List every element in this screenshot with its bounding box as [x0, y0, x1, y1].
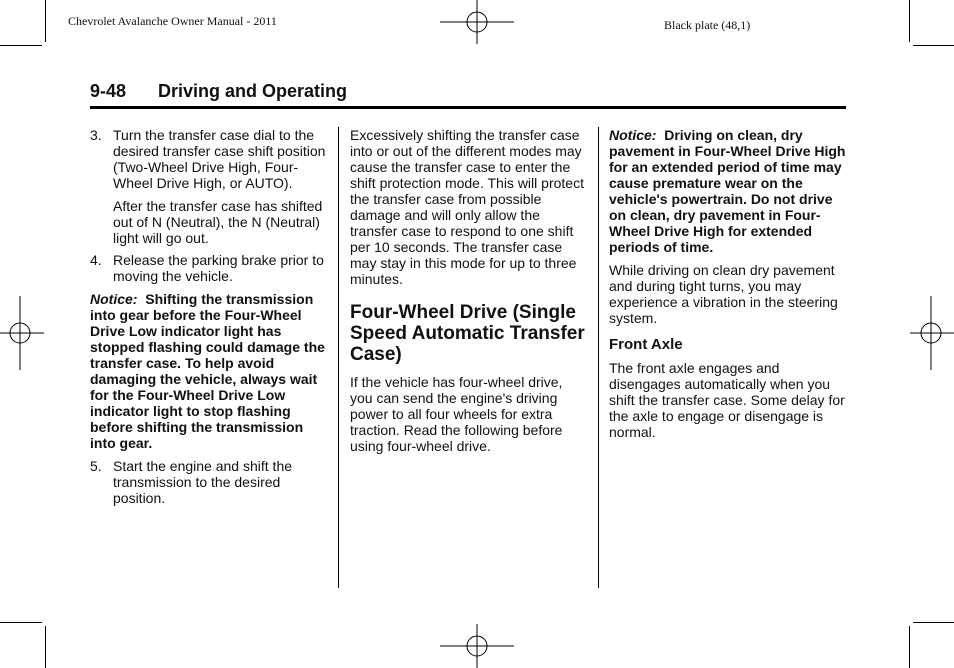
crop-mark-bottom-left-v — [45, 626, 46, 668]
step-4 — [90, 252, 330, 284]
registration-mark-left — [0, 296, 44, 372]
column-3 — [609, 127, 849, 440]
notice-text: Shifting the transmission into gear before the Four-Wheel Drive Low indicator light has stopped flashing could damage the transfer case. To help avoid damaging the vehicle, always wait for the Four-Wheel Drive Low indicator light to stop flashing before shifting the transmission into gear. — [90, 291, 325, 451]
four-wheel-drive-intro: If the vehicle has four-wheel drive, you can send the engine's driving power to all four wheels for extra traction. Read the following before using four-wheel drive. — [350, 374, 563, 454]
step-3 — [90, 127, 330, 191]
registration-mark-bottom — [440, 624, 516, 668]
step-number: 5. — [90, 458, 102, 474]
section-header — [90, 80, 846, 109]
notice-label: Notice: — [90, 291, 138, 307]
vibration-paragraph: While driving on clean dry pavement and during tight turns, you may experience a vibration in the steering system. — [609, 262, 838, 326]
notice-paragraph — [609, 127, 849, 255]
page-number: 9-48 — [90, 81, 127, 101]
manual-title: Chevrolet Avalanche Owner Manual - 2011 — [68, 14, 277, 28]
section-subheading: Four-Wheel Drive (Single Speed Automatic Transfer Case) — [350, 302, 585, 365]
step-5 — [90, 458, 330, 506]
step-text: Turn the transfer case dial to the desired transfer case shift position (Two-Wheel Drive High, Four-Wheel Drive High, or AUTO). — [113, 127, 326, 191]
crop-mark-top-right-v — [909, 0, 910, 42]
crop-mark-top-right-h — [913, 45, 954, 46]
notice-text: Driving on clean, dry pavement in Four-Wheel Drive High for an extended period of time may cause premature wear on the vehicle's powertrain. Do not drive on clean, dry pavement in Four-Wheel Drive High for extended periods of time. — [609, 127, 846, 255]
registration-mark-top — [440, 0, 516, 46]
crop-mark-bottom-left-h — [0, 622, 42, 623]
notice-paragraph — [90, 291, 330, 451]
column-2 — [350, 127, 588, 454]
front-axle-heading: Front Axle — [609, 336, 683, 353]
step-number: 4. — [90, 252, 102, 268]
column-divider-2 — [598, 127, 599, 588]
step-3-followup: After the transfer case has shifted out of N (Neutral), the N (Neutral) light will go out. — [113, 198, 323, 246]
crop-mark-bottom-right-v — [909, 626, 910, 668]
notice-label: Notice: — [609, 127, 657, 143]
column-1 — [90, 127, 330, 506]
crop-mark-bottom-right-h — [913, 622, 954, 623]
step-text: Release the parking brake prior to moving the vehicle. — [113, 252, 324, 284]
shift-protection-paragraph: Excessively shifting the transfer case into or out of the different modes may cause the transfer case to enter the shift protection mode. This will protect the transfer case from possible damage and will only allow the transfer case to respond to one shift per 10 seconds. The transfer case may stay in this mode for up to three minutes. — [350, 127, 584, 287]
section-title: Driving and Operating — [158, 81, 348, 101]
crop-mark-top-left-v — [45, 0, 46, 42]
plate-label: Black plate (48,1) — [664, 18, 751, 32]
front-axle-paragraph: The front axle engages and disengages automatically when you shift the transfer case. Some delay for the axle to engage or disengage is normal. — [609, 360, 845, 440]
step-text: Start the engine and shift the transmission to the desired position. — [113, 458, 293, 506]
registration-mark-right — [910, 296, 954, 372]
column-divider-1 — [338, 127, 339, 588]
step-number: 3. — [90, 127, 102, 143]
crop-mark-top-left-h — [0, 45, 42, 46]
